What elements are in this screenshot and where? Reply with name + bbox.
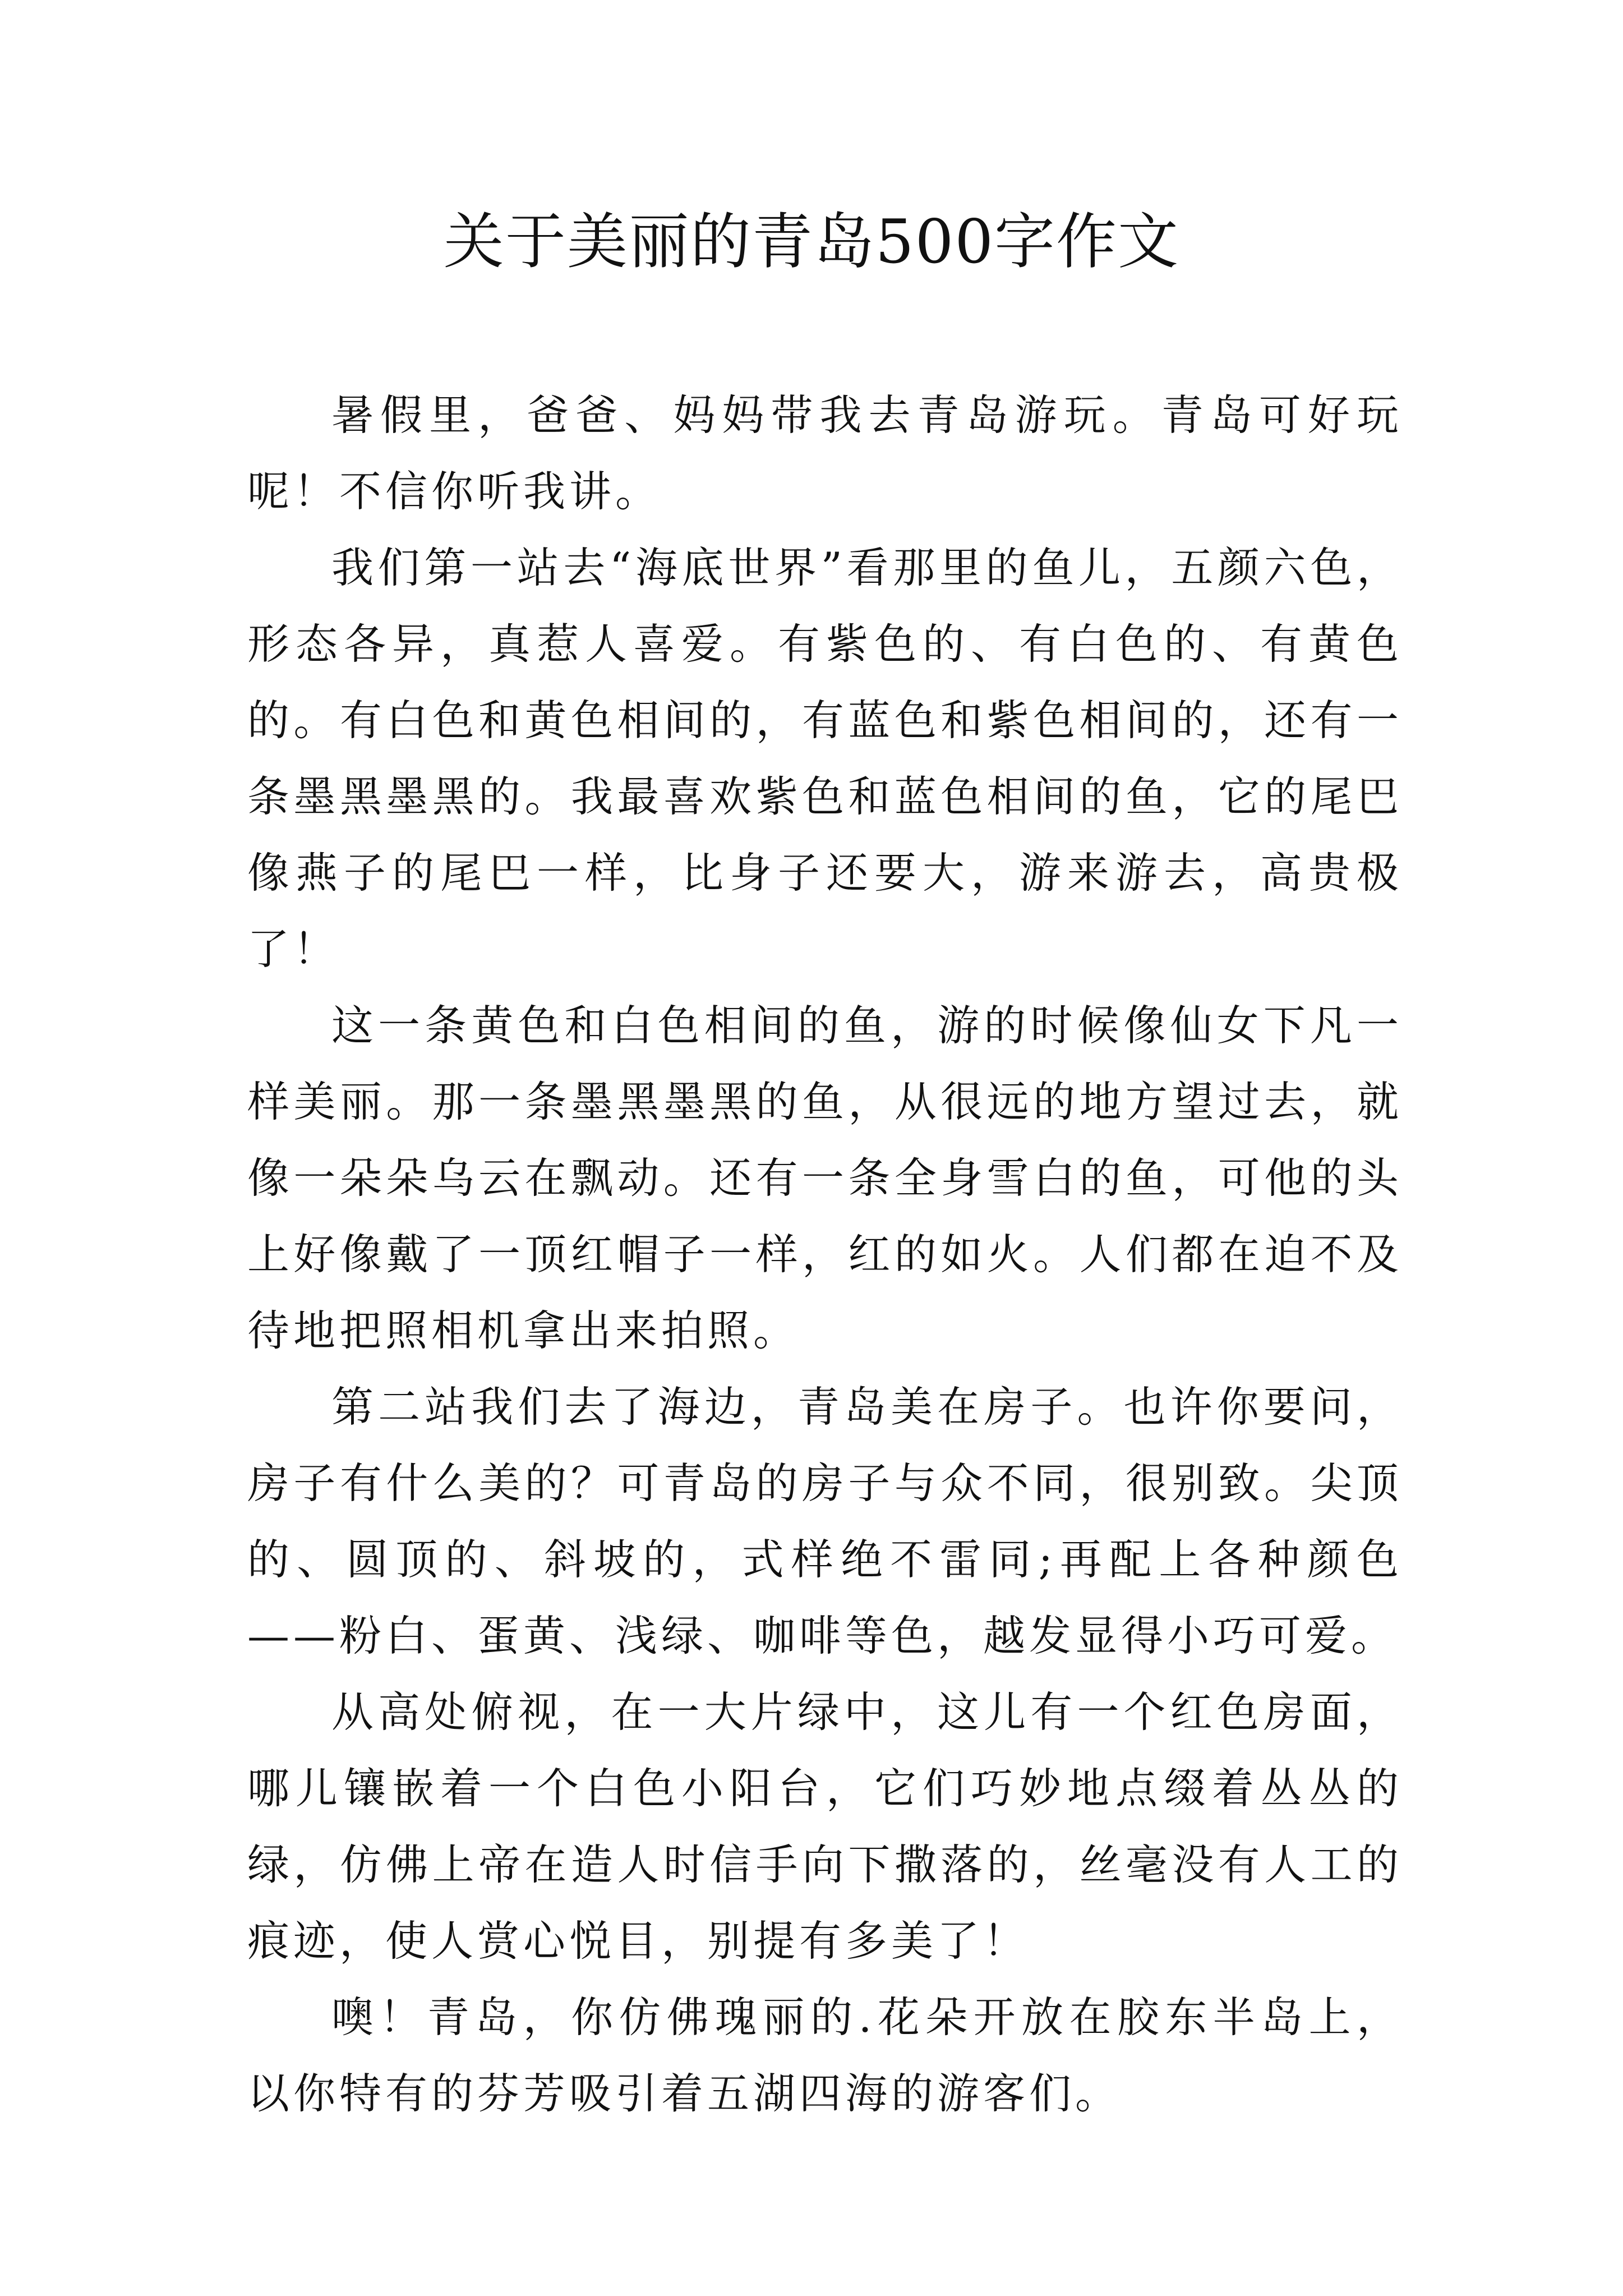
paragraph-3: 这一条黄色和白色相间的鱼，游的时候像仙女下凡一样美丽。那一条墨黑墨黑的鱼，从很远的地方望过去，就像一朵朵乌云在飘动。还有一条全身雪白的鱼，可他的头上好像戴了一顶红帽子一样，红的如火。人们都在迫不及待地把照相机拿出来拍照。 bbox=[247, 1001, 1403, 1355]
paragraph-1: 暑假里，爸爸、妈妈带我去青岛游玩。青岛可好玩呢！不信你听我讲。 bbox=[247, 390, 1403, 516]
paragraph-4: 第二站我们去了海边，青岛美在房子。也许你要问，房子有什么美的？可青岛的房子与众不同，很别致。尖顶的、圆顶的、斜坡的，式样绝不雷同;再配上各种颜色——粉白、蛋黄、浅绿、咖啡等色，越发显得小巧可爱。 bbox=[247, 1382, 1403, 1660]
paragraph-6: 噢！青岛，你仿佛瑰丽的.花朵开放在胶东半岛上，以你特有的芬芳吸引着五湖四海的游客们。 bbox=[247, 1993, 1403, 2118]
paragraph-5: 从高处俯视，在一大片绿中，这儿有一个红色房面，哪儿镶嵌着一个白色小阳台，它们巧妙地点缀着丛丛的绿，仿佛上帝在造人时信手向下撒落的，丝毫没有人工的痕迹，使人赏心悦目，别提有多美了！ bbox=[247, 1687, 1403, 1966]
essay-body bbox=[247, 377, 1403, 2132]
document-title: 关于美丽的青岛500字作文 bbox=[443, 207, 1180, 277]
paragraph-2: 我们第一站去“海底世界”看那里的鱼儿，五颜六色，形态各异，真惹人喜爱。有紫色的、有白色的、有黄色的。有白色和黄色相间的，有蓝色和紫色相间的，还有一条墨黑墨黑的。我最喜欢紫色和蓝色相间的鱼，它的尾巴像燕子的尾巴一样，比身子还要大，游来游去，高贵极了！ bbox=[247, 543, 1403, 974]
